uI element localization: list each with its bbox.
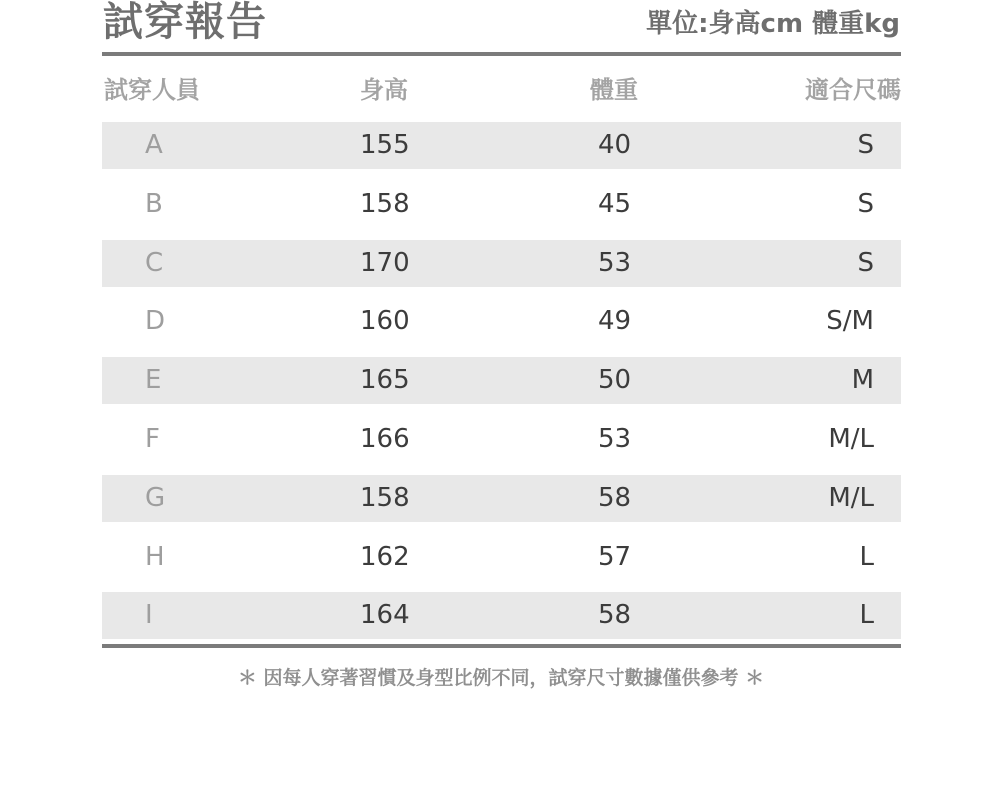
cell-size: S/M xyxy=(826,306,874,337)
header-weight: 體重 xyxy=(590,76,638,104)
page-title: 試穿報告 xyxy=(103,0,267,45)
top-divider xyxy=(102,52,901,56)
table-row xyxy=(102,416,901,463)
cell-tester: A xyxy=(145,130,163,160)
cell-size: M/L xyxy=(828,482,874,513)
cell-tester: C xyxy=(145,247,164,278)
cell-weight: 57 xyxy=(598,541,632,572)
cell-height: 162 xyxy=(360,541,410,572)
units-label: 單位:身高cm 體重kg xyxy=(646,9,900,39)
table-row xyxy=(102,240,901,287)
cell-tester: D xyxy=(145,306,166,337)
cell-weight: 40 xyxy=(598,130,632,160)
table-header xyxy=(102,72,901,108)
disclaimer-note: ＊ 因每人穿著習慣及身型比例不同，試穿尺寸數據僅供參考 ＊ xyxy=(237,667,765,689)
bottom-divider xyxy=(102,644,901,648)
cell-height: 158 xyxy=(360,482,410,513)
cell-weight: 45 xyxy=(598,188,632,219)
cell-tester: H xyxy=(145,541,165,572)
cell-size: S xyxy=(857,188,874,219)
table-body xyxy=(102,122,901,651)
cell-weight: 58 xyxy=(598,600,632,631)
cell-weight: 58 xyxy=(598,482,632,513)
cell-tester: F xyxy=(145,423,160,454)
header-tester: 試穿人員 xyxy=(104,76,200,104)
cell-size: S xyxy=(857,130,874,160)
cell-size: M/L xyxy=(828,423,874,454)
cell-height: 155 xyxy=(360,130,410,160)
cell-height: 160 xyxy=(360,306,410,337)
header-height: 身高 xyxy=(360,76,408,104)
cell-height: 166 xyxy=(360,423,410,454)
table-row xyxy=(102,298,901,345)
cell-size: L xyxy=(859,600,874,631)
cell-size: M xyxy=(851,365,874,396)
table-row xyxy=(102,475,901,522)
table-row xyxy=(102,181,901,228)
cell-size: S xyxy=(857,247,874,278)
cell-tester: I xyxy=(145,600,153,631)
cell-weight: 49 xyxy=(598,306,632,337)
cell-tester: B xyxy=(145,188,163,219)
header-size: 適合尺碼 xyxy=(805,76,901,104)
cell-tester: G xyxy=(145,482,166,513)
table-row xyxy=(102,534,901,581)
cell-size: L xyxy=(859,541,874,572)
cell-height: 158 xyxy=(360,188,410,219)
cell-weight: 50 xyxy=(598,365,632,396)
table-row xyxy=(102,357,901,404)
cell-weight: 53 xyxy=(598,247,632,278)
cell-height: 165 xyxy=(360,365,410,396)
table-row xyxy=(102,592,901,639)
cell-weight: 53 xyxy=(598,423,632,454)
table-row xyxy=(102,122,901,169)
cell-tester: E xyxy=(145,365,162,396)
cell-height: 164 xyxy=(360,600,410,631)
cell-height: 170 xyxy=(360,247,410,278)
